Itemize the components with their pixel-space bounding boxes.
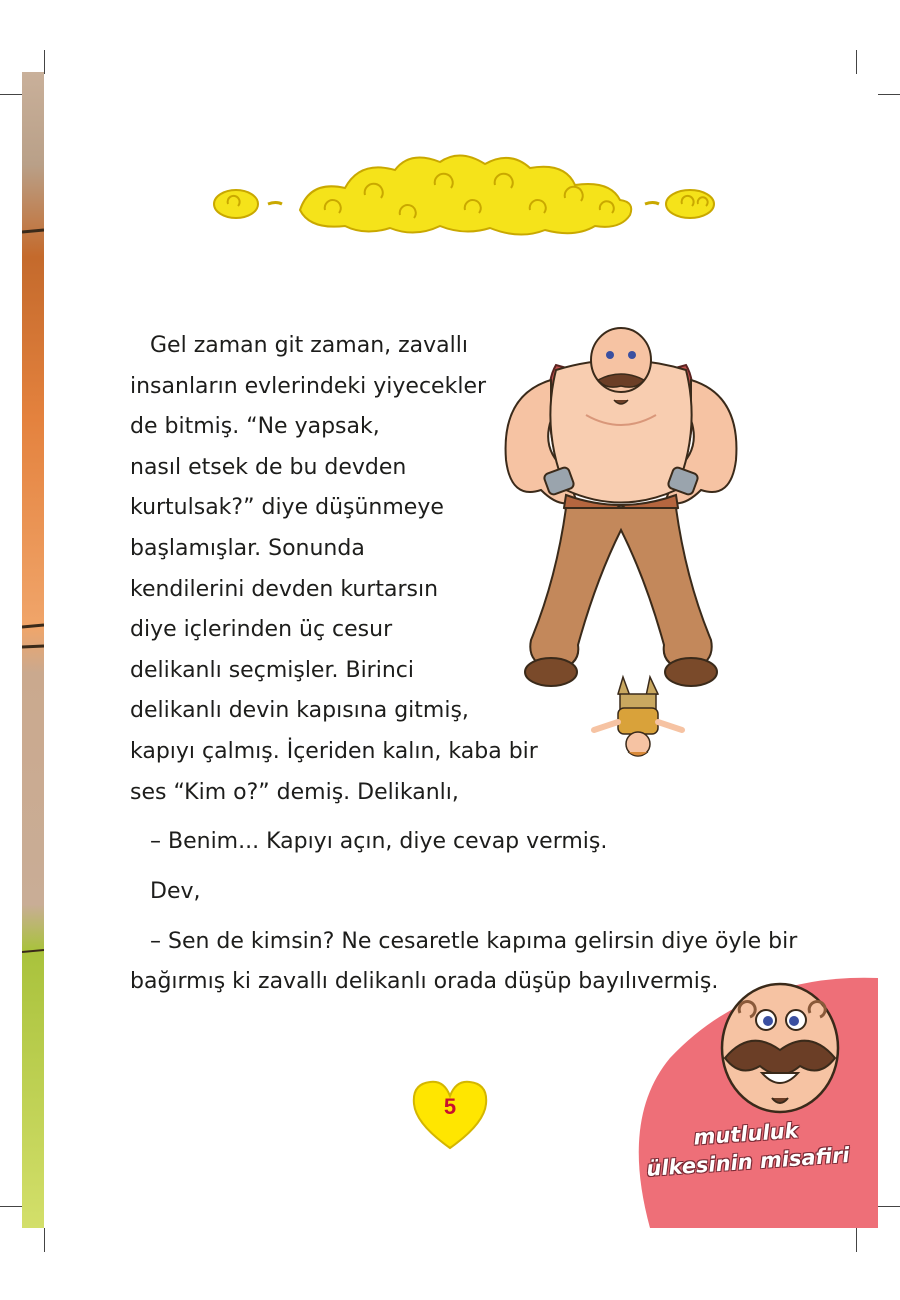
story-paragraph	[130, 326, 538, 813]
story-line: ses “Kim o?” demiş. Delikanlı,	[130, 779, 459, 805]
story-line: Gel zaman git zaman, zavallı	[150, 333, 469, 358]
story-line: delikanlı seçmişler. Birinci	[130, 657, 414, 683]
crop-mark	[0, 1206, 22, 1207]
story-line: kurtulsak?” diye düşünmeye	[130, 495, 444, 521]
dialogue-line: bağırmış ki zavallı delikanlı orada düşüp bayılıvermiş.	[130, 969, 719, 994]
giant-illustration	[496, 320, 746, 700]
crop-mark	[44, 50, 45, 74]
story-line: nasıl etsek de bu devden	[130, 454, 407, 480]
crop-mark	[878, 1206, 900, 1207]
crop-mark	[0, 94, 22, 95]
badge-title-line: mutluluk	[692, 1118, 800, 1150]
story-line: delikanlı devin kapısına gitmiş,	[130, 698, 469, 724]
dialogue-line: – Sen de kimsin? Ne cesaretle kapıma gelirsin diye öyle bir	[150, 929, 798, 954]
series-badge	[630, 968, 878, 1228]
badge-title-line: ülkesinin misafiri	[645, 1142, 851, 1182]
crop-mark	[44, 1228, 45, 1252]
page-number: 5	[443, 1094, 457, 1119]
story-line: kendilerini devden kurtarsın	[130, 576, 439, 602]
cloud-ornament	[200, 140, 720, 250]
story-line: de bitmiş. “Ne yapsak,	[130, 414, 380, 440]
dialogue-line: – Benim... Kapıyı açın, diye cevap vermiş.	[150, 829, 608, 854]
crop-mark	[856, 50, 857, 74]
bald-man-face-icon	[722, 984, 838, 1112]
dialogue-line: Dev,	[150, 879, 201, 904]
story-line: diye içlerinden üç cesur	[130, 617, 393, 643]
story-line: başlamışlar. Sonunda	[130, 535, 365, 561]
crop-mark	[856, 1228, 857, 1252]
crop-mark	[878, 94, 900, 95]
story-line: kapıyı çalmış. İçeriden kalın, kaba bir	[130, 738, 538, 764]
story-line: insanların evlerindeki yiyecekler	[130, 373, 487, 399]
spine-strip	[22, 72, 44, 1228]
small-boy-illustration	[588, 672, 688, 762]
